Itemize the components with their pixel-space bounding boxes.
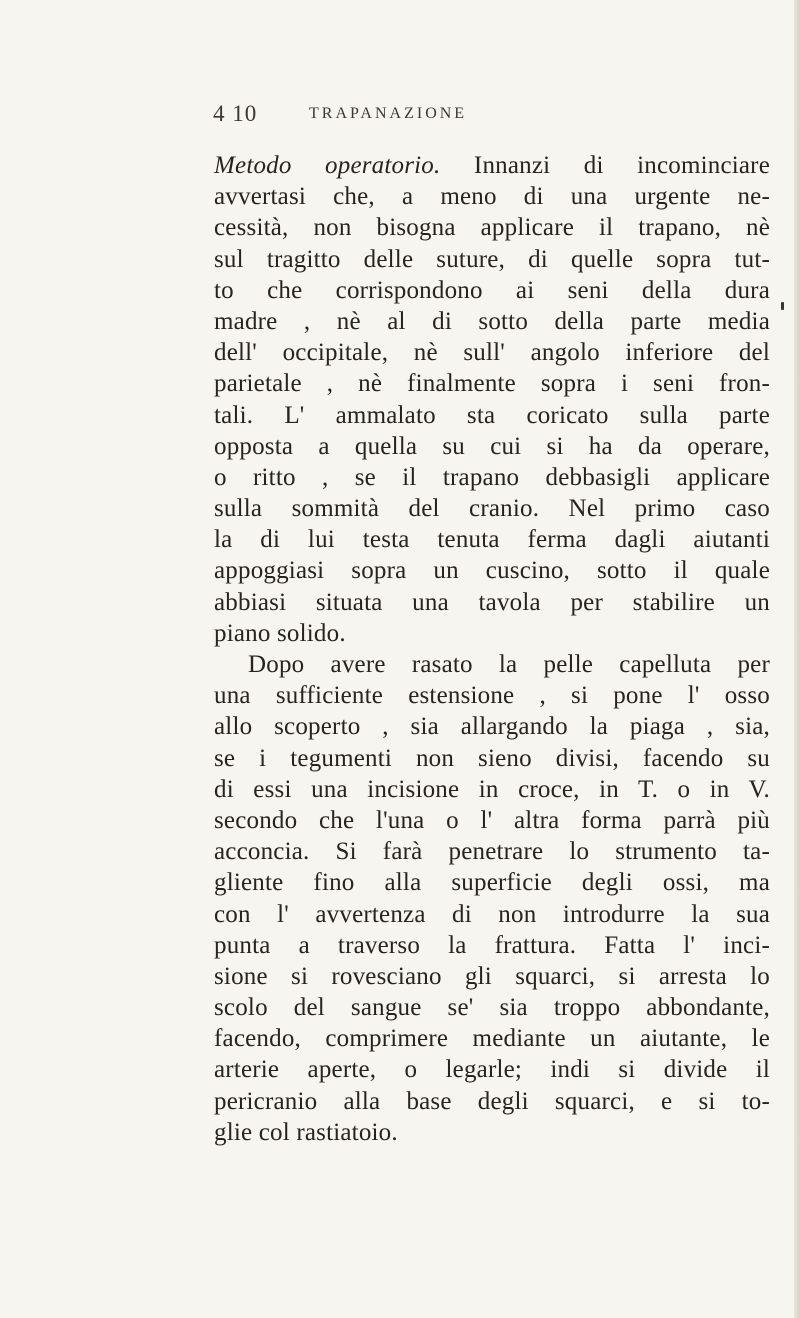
- line-text: opposta a quella su cui si ha da operare,: [214, 432, 770, 460]
- line-text: dell' occipitale, nè sull' angolo inferiore del: [214, 339, 770, 367]
- line-text: Dopo avere rasato la pelle capelluta per: [248, 651, 770, 678]
- line-text: to che corrispondono ai seni della dura: [214, 276, 770, 304]
- line-text: madre , nè al di sotto della parte media: [214, 307, 770, 335]
- text-line: [214, 774, 770, 805]
- line-text: sul tragitto delle suture, di quelle sopra tut-: [214, 245, 770, 273]
- line-text: se i tegumenti non sieno divisi, facendo su: [214, 744, 770, 772]
- line-text: la di lui testa tenuta ferma dagli aiutanti: [214, 526, 770, 554]
- text-line: [214, 587, 770, 618]
- text-line: [214, 618, 770, 649]
- line-text: di essi una incisione in croce, in T. o in V.: [214, 775, 770, 803]
- margin-mark: [781, 302, 784, 310]
- text-line: [214, 680, 770, 711]
- line-text: parietale , nè finalmente sopra i seni fron-: [214, 370, 770, 398]
- section-heading: Metodo operatorio.: [214, 152, 441, 179]
- line-text: scolo del sangue se' sia troppo abbondante,: [214, 994, 770, 1022]
- line-text: acconcia. Si farà penetrare lo strumento ta-: [214, 838, 770, 866]
- page-number: 4 10: [213, 101, 258, 126]
- text-line: [214, 368, 770, 399]
- text-line: [214, 306, 770, 337]
- text-line: [214, 743, 770, 774]
- text-line: [214, 805, 770, 836]
- line-text: facendo, comprimere mediante un aiutante, le: [214, 1025, 770, 1053]
- text-line: [214, 649, 770, 680]
- text-line: [214, 1086, 770, 1117]
- text-line: [214, 867, 770, 898]
- line-text: o ritto , se il trapano debbasigli applicare: [214, 463, 770, 491]
- text-line: [214, 961, 770, 992]
- text-line: [214, 1023, 770, 1054]
- line-text: Innanzi di incominciare: [440, 152, 770, 179]
- line-text: allo scoperto , sia allargando la piaga , sia,: [214, 713, 770, 741]
- line-text: cessità, non bisogna applicare il trapano, nè: [214, 214, 770, 242]
- line-text: con l' avvertenza di non introdurre la sua: [214, 900, 770, 928]
- text-line: [214, 1054, 770, 1085]
- text-line: [214, 212, 770, 243]
- text-line: [214, 275, 770, 306]
- line-text: avvertasi che, a meno di una urgente ne-: [214, 183, 770, 211]
- line-text: una sufficiente estensione , si pone l' osso: [214, 682, 770, 710]
- line-text: arterie aperte, o legarle; indi si divide il: [214, 1056, 770, 1084]
- line-text: sione si rovesciano gli squarci, si arresta lo: [214, 962, 770, 990]
- line-text: sulla sommità del cranio. Nel primo caso: [214, 495, 770, 523]
- text-line: [214, 899, 770, 930]
- text-line: [214, 1117, 770, 1148]
- text-line: [214, 524, 770, 555]
- text-line: [214, 462, 770, 493]
- text-line: [214, 337, 770, 368]
- text-line: [214, 181, 770, 212]
- line-text: piano solido.: [214, 619, 346, 647]
- text-line: [214, 400, 770, 431]
- text-line: [214, 493, 770, 524]
- page-edge: [794, 0, 800, 1318]
- text-line: [214, 711, 770, 742]
- line-text: pericranio alla base degli squarci, e si to-: [214, 1087, 770, 1115]
- text-line: [214, 244, 770, 275]
- text-line: [214, 836, 770, 867]
- line-text: secondo che l'una o l' altra forma parrà più: [214, 806, 770, 834]
- text-line: [214, 431, 770, 462]
- text-line: [214, 555, 770, 586]
- text-line: [214, 150, 770, 181]
- text-line: [214, 930, 770, 961]
- page-header: [213, 101, 593, 129]
- line-text: glie col rastiatoio.: [214, 1118, 398, 1146]
- line-text: abbiasi situata una tavola per stabilire un: [214, 588, 770, 616]
- running-head: TRAPANAZIONE: [309, 105, 468, 122]
- line-text: gliente fino alla superficie degli ossi, ma: [214, 869, 770, 897]
- body-text: [214, 150, 770, 1148]
- line-text: tali. L' ammalato sta coricato sulla parte: [214, 401, 770, 429]
- line-text: appoggiasi sopra un cuscino, sotto il quale: [214, 557, 770, 585]
- text-line: [214, 992, 770, 1023]
- line-text: punta a traverso la frattura. Fatta l' inci-: [214, 931, 770, 959]
